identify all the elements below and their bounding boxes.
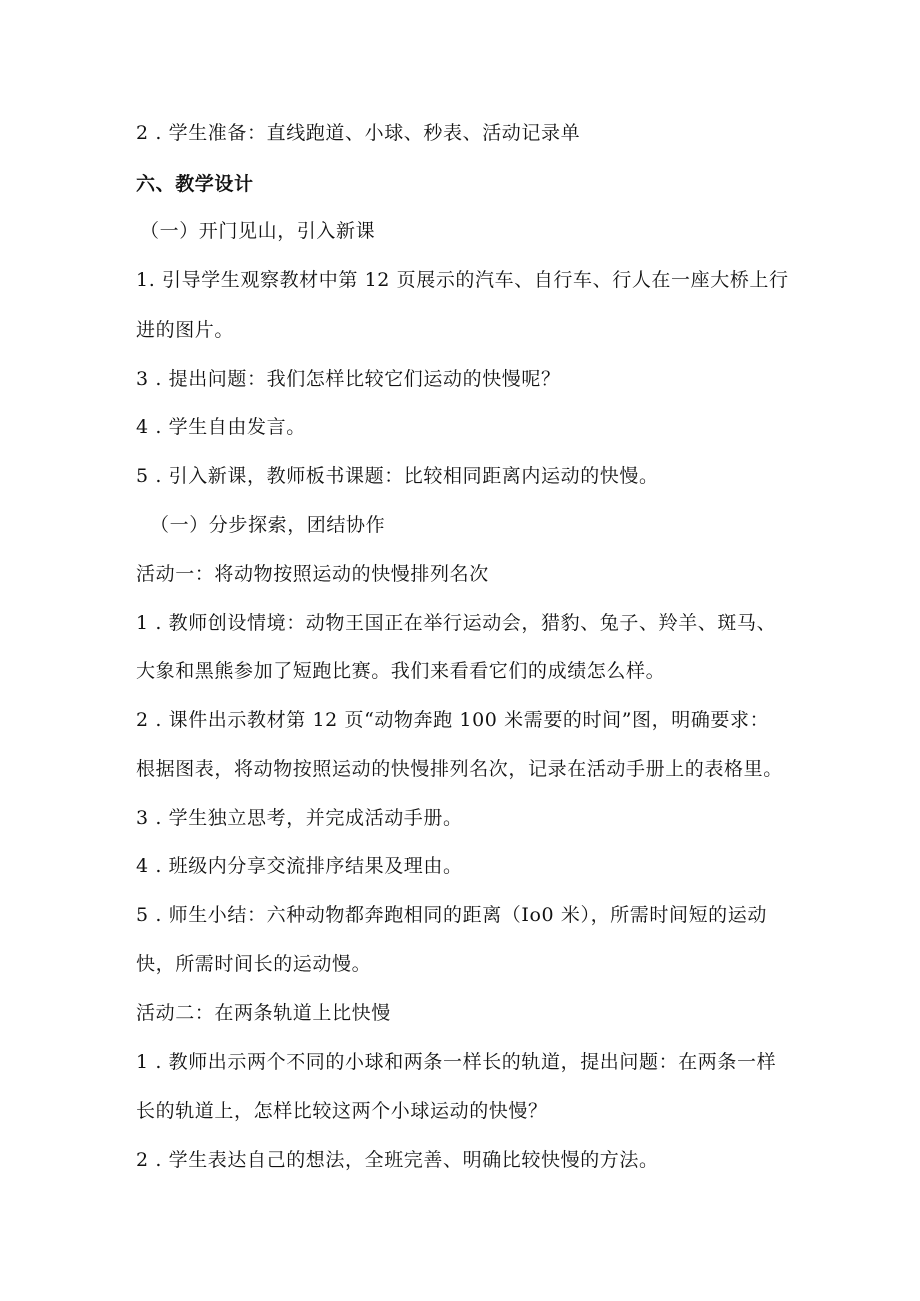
- text-line-free-speech: 4 . 学生自由发言。: [136, 416, 306, 438]
- text-line-scenario-2: 大象和黑熊参加了短跑比赛。我们来看看它们的成绩怎么样。: [136, 660, 666, 682]
- text-line-observe-1: 1. 引导学生观察教材中第 12 页展示的汽车、自行车、行人在一座大桥上行: [136, 269, 789, 291]
- activity-one-title: 活动一：将动物按照运动的快慢排列名次: [136, 563, 489, 585]
- text-line-scenario-1: 1 . 教师创设情境：动物王国正在举行运动会，猎豹、兔子、羚羊、斑马、: [136, 612, 777, 634]
- text-line-independent-thinking: 3 . 学生独立思考，并完成活动手册。: [136, 807, 463, 829]
- text-line-share-results: 4 . 班级内分享交流排序结果及理由。: [136, 855, 463, 877]
- text-line-question: 3 . 提出问题：我们怎样比较它们运动的快慢呢？: [136, 368, 561, 390]
- text-line-observe-2: 进的图片。: [136, 319, 235, 341]
- text-line-summary-2: 快，所需时间长的运动慢。: [136, 953, 372, 975]
- text-line-summary-1: 5 . 师生小结：六种动物都奔跑相同的距离（Io0 米），所需时间短的运动: [136, 904, 767, 926]
- subsection-heading-explore: （一）分步探索，团结协作: [150, 514, 386, 536]
- text-line-tracks-2: 长的轨道上，怎样比较这两个小球运动的快慢？: [136, 1100, 548, 1122]
- text-line-new-lesson: 5 . 引入新课，教师板书课题：比较相同距离内运动的快慢。: [136, 465, 659, 487]
- text-line-courseware-2: 根据图表，将动物按照运动的快慢排列名次，记录在活动手册上的表格里。: [136, 758, 783, 780]
- text-line-courseware-1: 2 . 课件出示教材第 12 页“动物奔跑 100 米需要的时间”图，明确要求：: [136, 709, 770, 731]
- section-heading-teaching-design: 六、教学设计: [136, 173, 254, 195]
- text-line-express-ideas: 2 . 学生表达自己的想法，全班完善、明确比较快慢的方法。: [136, 1149, 659, 1171]
- subsection-heading-intro: （一）开门见山，引入新课: [140, 220, 376, 242]
- activity-two-title: 活动二：在两条轨道上比快慢: [136, 1002, 391, 1024]
- text-line-student-prep: 2 . 学生准备：直线跑道、小球、秒表、活动记录单: [136, 122, 581, 144]
- text-line-tracks-1: 1 . 教师出示两个不同的小球和两条一样长的轨道，提出问题：在两条一样: [136, 1051, 777, 1073]
